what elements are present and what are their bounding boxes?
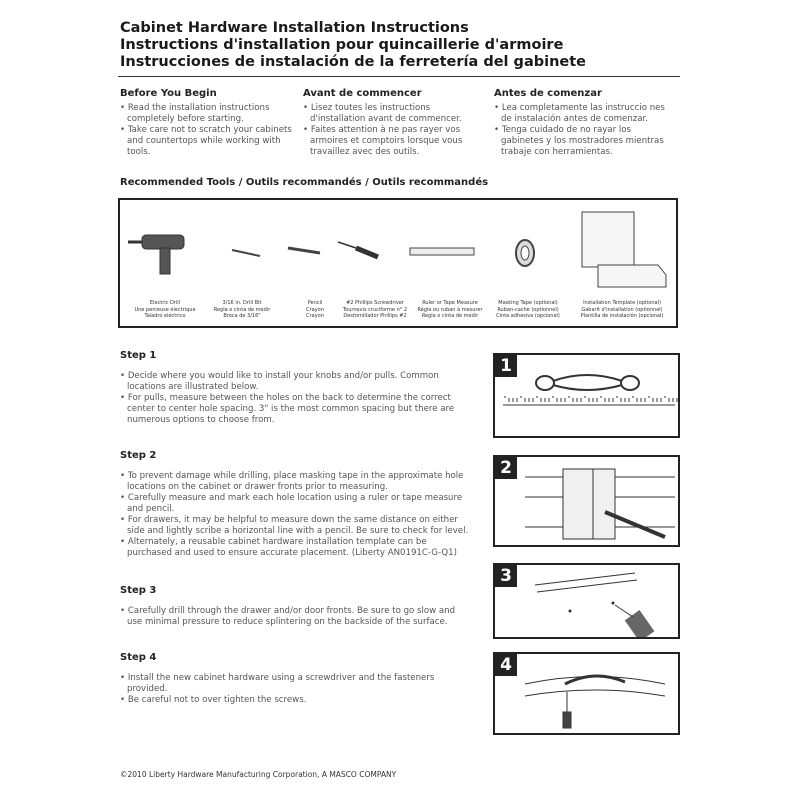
tool-caption: 3/16 in. Drill Bit Regla o cinta de medir Broca de 3/16" — [213, 300, 271, 319]
list-item: • Take care not to scratch your cabinets and countertops while working with tools. — [120, 125, 300, 158]
column-heading: Before You Begin — [120, 88, 217, 99]
tools-box — [118, 198, 678, 328]
drill-icon — [128, 235, 184, 274]
step-number-badge: 1 — [495, 355, 517, 377]
pull-handle-icon — [536, 375, 639, 390]
step-heading: Step 1 — [120, 350, 157, 361]
step-number-badge: 2 — [495, 457, 517, 479]
tool-caption: Installation Template (optional) Gabarit d'installation (optionnel) Plantilla de instalación (opcional) — [580, 300, 664, 319]
tool-caption: #2 Phillips Screwdriver Tournevis cruciforme n° 2 Destornillador Phillips #2 — [342, 300, 408, 319]
step-4-illustration — [493, 652, 680, 735]
tape-icon — [516, 240, 534, 266]
step-1 — [120, 350, 470, 426]
step-number-badge: 3 — [495, 565, 517, 587]
footer-copyright: ©2010 Liberty Hardware Manufacturing Corporation, A MASCO COMPANY — [120, 770, 397, 779]
step-2 — [120, 450, 470, 559]
intro-column — [494, 88, 674, 158]
list-item: • To prevent damage while drilling, place masking tape in the approximate hole locations on the cabinet or drawer fronts prior to measuring. — [120, 471, 470, 493]
masking-tape-icon — [535, 573, 637, 612]
tools-heading: Recommended Tools / Outils recommandés / Outils recommandés — [120, 177, 489, 188]
intro-column — [120, 88, 300, 158]
list-item: • Tenga cuidado de no rayar los gabinetes y los mostradores mientras trabaje con herramientas. — [494, 125, 674, 158]
list-item: • Read the installation instructions completely before starting. — [120, 103, 300, 125]
drill-icon — [615, 605, 654, 637]
column-heading: Antes de comenzar — [494, 88, 602, 99]
column-heading: Avant de commencer — [303, 88, 422, 99]
list-item: • Lea completamente las instruccio nes de instalación antes de comenzar. — [494, 103, 674, 125]
tool-caption: Pencil Crayon Crayon — [306, 300, 324, 319]
ruler-icon — [503, 396, 677, 405]
list-item: • Carefully measure and mark each hole location using a ruler or tape measure and pencil. — [120, 493, 470, 515]
step-2-illustration — [493, 455, 680, 547]
drill-bit-icon — [232, 250, 260, 256]
step-3-illustration — [493, 563, 680, 639]
step-heading: Step 4 — [120, 652, 157, 663]
list-item: • For pulls, measure between the holes on the back to determine the correct center to center hole spacing. 3" is the most common spacing but there are numerous options to choose from. — [120, 393, 470, 426]
list-item: • Carefully drill through the drawer and/or door fronts. Be sure to go slow and use minimal pressure to reduce splintering on the backside of the surface. — [120, 606, 470, 628]
screwdriver-icon — [338, 242, 378, 257]
knob-screwdriver-icon — [525, 676, 665, 728]
template-icon — [582, 212, 666, 287]
divider — [118, 76, 680, 77]
intro-column — [303, 88, 483, 158]
step-heading: Step 2 — [120, 450, 157, 461]
list-item: • Install the new cabinet hardware using a screwdriver and the fasteners provided. — [120, 673, 470, 695]
ruler-icon — [410, 248, 474, 255]
page-title: Cabinet Hardware Installation Instructions Instructions d'installation pour quincaillerie d'armoire Instrucciones de instalación de la ferretería del gabinete — [120, 20, 586, 70]
list-item: • Be careful not to over tighten the screws. — [120, 695, 470, 706]
step-heading: Step 3 — [120, 585, 157, 596]
tool-caption: Ruler or Tape Measure Règle ou ruban à mesurer Regla o cinta de medir — [417, 300, 483, 319]
list-item: • Lisez toutes les instructions d'installation avant de commencer. — [303, 103, 483, 125]
tool-caption: Masking Tape (optional) Ruban-cache (optionnel) Cinta adhesiva (opcional) — [496, 300, 560, 319]
step-1-illustration — [493, 353, 680, 438]
list-item: • For drawers, it may be helpful to measure down the same distance on either side and lightly scribe a horizontal line with a pencil. Be sure to check for level. — [120, 515, 470, 537]
pencil-icon — [288, 248, 320, 253]
list-item: • Decide where you would like to install your knobs and/or pulls. Common locations are illustrated below. — [120, 371, 470, 393]
step-number-badge: 4 — [495, 654, 517, 676]
list-item: • Alternately, a reusable cabinet hardware installation template can be purchased and used to ensure accurate placement. (Liberty AN0191C-G-Q1) — [120, 537, 470, 559]
step-3 — [120, 585, 470, 628]
step-4 — [120, 652, 470, 706]
cabinet-template-icon — [525, 469, 675, 539]
tool-caption: Electric Drill Une perceuse électrique Taladro eléctrico — [134, 300, 196, 319]
list-item: • Faites attention à ne pas rayer vos armoires et comptoirs lorsque vous travaillez avec des outils. — [303, 125, 483, 158]
